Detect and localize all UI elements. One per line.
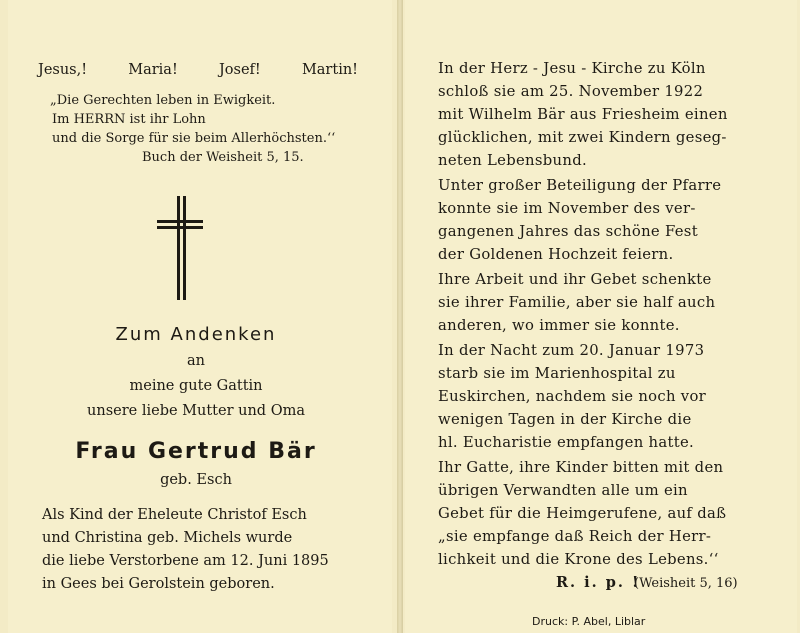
quote-citation: Buch der Weisheit 5, 15. xyxy=(142,150,304,165)
para5-line-5: lichkeit und die Krone des Lebens.‘‘ xyxy=(438,551,719,568)
para1-line-1: In der Herz - Jesu - Kirche zu Köln xyxy=(438,60,706,77)
para2-line-2: konnte sie im November des ver- xyxy=(438,200,696,217)
quote-line-3: und die Sorge für sie beim Allerhöchsten.‘‘ xyxy=(52,131,336,146)
printer-credit: Druck: P. Abel, Liblar xyxy=(532,615,646,628)
para4-line-5: hl. Eucharistie empfangen hatte. xyxy=(438,434,695,451)
para3-line-1: Ihre Arbeit und ihr Gebet schenkte xyxy=(438,271,712,288)
para5-line-2: übrigen Verwandten alle um ein xyxy=(438,482,688,499)
para5-line-4: „sie empfange daß Reich der Herr- xyxy=(438,528,712,545)
para2-line-3: gangenen Jahres das schöne Fest xyxy=(438,223,698,240)
memorial-title: Zum Andenken xyxy=(115,324,277,345)
scripture-citation: (Weisheit 5, 16) xyxy=(634,576,738,591)
invocation-header xyxy=(38,62,358,78)
para1-line-5: neten Lebensbund. xyxy=(438,152,587,169)
quote-line-2: Im HERRN ist ihr Lohn xyxy=(52,112,206,127)
cross-icon xyxy=(157,196,203,300)
para5-line-1: Ihr Gatte, ihre Kinder bitten mit den xyxy=(438,459,724,476)
para3-line-2: sie ihrer Familie, aber sie half auch xyxy=(438,294,716,311)
invocation-martin: Martin! xyxy=(301,62,358,78)
para1-line-2: schloß sie am 25. November 1922 xyxy=(438,83,704,100)
para2-line-4: der Goldenen Hochzeit feiern. xyxy=(438,246,674,263)
memorial-line-1: an xyxy=(187,353,205,369)
quote-line-1: „Die Gerechten leben in Ewigkeit. xyxy=(50,93,276,108)
para5-line-3: Gebet für die Heimgerufene, auf daß xyxy=(438,505,727,522)
rip: R. i. p. ! xyxy=(556,574,641,591)
para1-line-4: glücklichen, mit zwei Kindern geseg- xyxy=(438,129,727,146)
para4-line-2: starb sie im Marienhospital zu xyxy=(438,365,676,382)
para1-line-3: mit Wilhelm Bär aus Friesheim einen xyxy=(438,106,728,123)
para4-line-3: Euskirchen, nachdem sie noch vor xyxy=(438,388,707,405)
para4-line-4: wenigen Tagen in der Kirche die xyxy=(438,411,692,428)
memorial-line-2: meine gute Gattin xyxy=(129,378,263,394)
maiden-name: geb. Esch xyxy=(160,472,232,488)
invocation-maria: Maria! xyxy=(128,62,178,78)
memorial-line-3: unsere liebe Mutter und Oma xyxy=(87,403,305,419)
bio-line-3: die liebe Verstorbene am 12. Juni 1895 xyxy=(42,553,329,569)
invocation-jesus: Jesus,! xyxy=(38,62,88,78)
deceased-name: Frau Gertrud Bär xyxy=(75,439,317,464)
bio-line-4: in Gees bei Gerolstein geboren. xyxy=(42,576,275,592)
invocation-josef: Josef! xyxy=(218,62,261,78)
para2-line-1: Unter großer Beteiligung der Pfarre xyxy=(438,177,722,194)
bio-line-1: Als Kind der Eheleute Christof Esch xyxy=(42,507,307,523)
para3-line-3: anderen, wo immer sie konnte. xyxy=(438,317,680,334)
bio-line-2: und Christina geb. Michels wurde xyxy=(42,530,293,546)
card-fold xyxy=(397,0,403,633)
para4-line-1: In der Nacht zum 20. Januar 1973 xyxy=(438,342,705,359)
